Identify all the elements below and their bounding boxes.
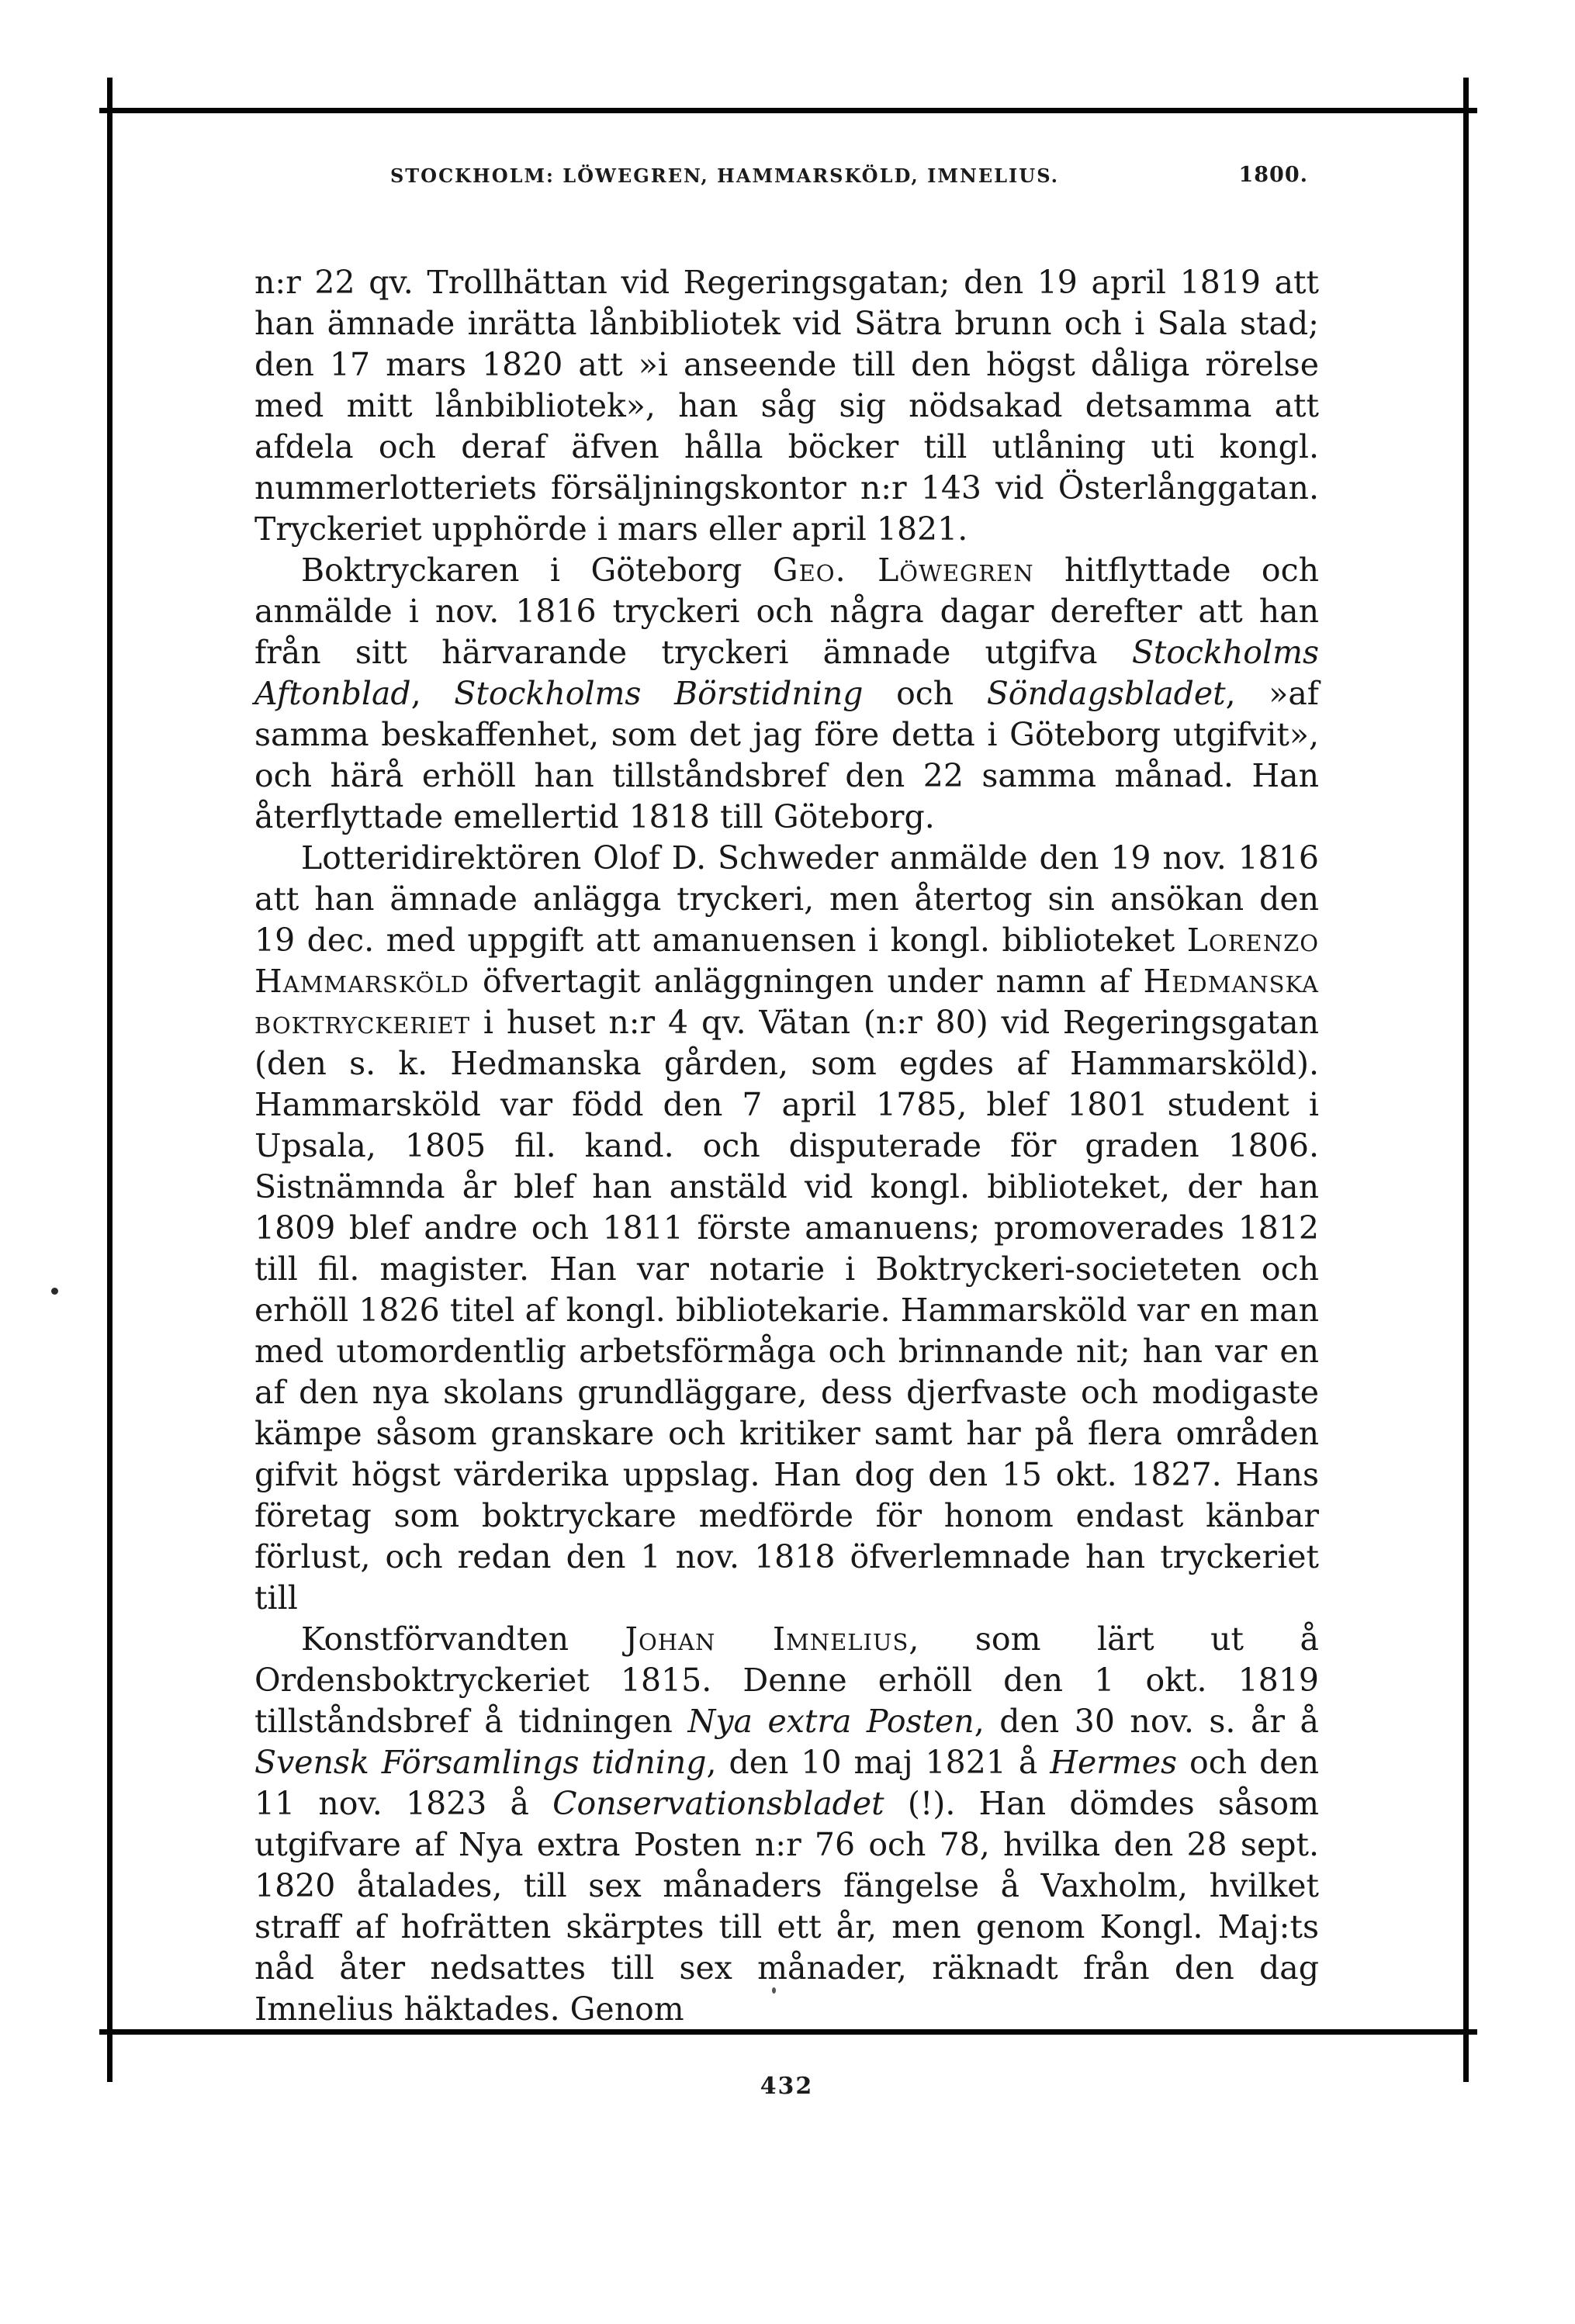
- paragraph: [254, 262, 1319, 550]
- text-run: hitflyttade och anmälde i nov. 1816 tryckeri och några dagar derefter att han från sitt härvarande tryckeri ämnade utgifva: [254, 552, 1319, 671]
- text-run: (!). Han dömdes såsom utgifvare af Nya extra Posten n:r 76 och 78, hvilka den 28 sept. 1820 åtalades, till sex månaders fängelse å Vaxholm, hvilket straff af hofrätten skärptes till ett år, men genom Kongl. Maj:ts nåd åter nedsattes till sex månader, räknadt från den dag Imnelius häktades. Genom: [254, 1785, 1319, 2028]
- body-text: [254, 262, 1319, 2030]
- text-run: Nya extra Posten: [687, 1703, 974, 1740]
- text-run: ,: [410, 675, 455, 712]
- margin-mark: [51, 1288, 58, 1295]
- text-run: n:r 22 qv. Trollhättan vid Regeringsgatan; den 19 april 1819 att han ämnade inrätta lånbibliotek vid Sätra brunn och i Sala stad; den 17 mars 1820 att »i anseende till den högst dåliga rörelse med mitt lånbibliotek», han såg sig nödsakad detsamma att afdela och deraf äfven hålla böcker till utlåning uti kongl. nummerlotteriets försäljningskontor n:r 143 vid Österlånggatan. Tryckeriet upphörde i mars eller april 1821.: [254, 264, 1319, 548]
- paragraph: [254, 550, 1319, 838]
- text-run: Stockholms Aftonblad: [254, 634, 1319, 712]
- running-head-year: 1800.: [1238, 163, 1308, 187]
- text-run: och den 11 nov. 1823 å: [254, 1744, 1319, 1822]
- text-run: Svensk Församlings tidning: [254, 1744, 707, 1781]
- text-run: Lotteridirektören Olof D. Schweder anmälde den 19 nov. 1816 att han ämnade anlägga tryckeri, men återtog sin ansökan den 19 dec. med uppgift att amanuensen i kongl. biblioteket: [254, 839, 1319, 959]
- running-head: [254, 164, 1319, 200]
- text-run: Geo. Löwegren: [772, 552, 1034, 589]
- text-run: , den 30 nov. s. år å: [974, 1703, 1320, 1740]
- text-run: , »af samma beskaffenhet, som det jag före detta i Göteborg utgifvit», och härå erhöll han tillståndsbref den 22 samma månad. Han återflyttade emellertid 1818 till Göteborg.: [254, 675, 1319, 835]
- paragraph: [254, 1619, 1319, 2030]
- frame-rule-left: [107, 78, 112, 2082]
- text-run: Hermes: [1050, 1744, 1178, 1781]
- text-run: och: [863, 675, 987, 712]
- text-run: , den 10 maj 1821 å: [706, 1744, 1051, 1781]
- text-run: Boktryckaren i Göteborg: [301, 552, 773, 589]
- text-run: Stockholms Börstidning: [454, 675, 864, 712]
- paragraph: [254, 838, 1319, 1619]
- text-run: Söndagsbladet: [986, 675, 1226, 712]
- frame-rule-right: [1463, 78, 1469, 2082]
- text-run: Johan Imnelius: [625, 1620, 909, 1658]
- text-run: , som lärt ut å Ordensboktryckeriet 1815. Denne erhöll den 1 okt. 1819 tillståndsbref å tidningen: [254, 1620, 1319, 1740]
- text-run: öfvertagit anläggningen under namn af: [469, 963, 1144, 1000]
- text-run: i huset n:r 4 qv. Vätan (n:r 80) vid Regeringsgatan (den s. k. Hedmanska gården, som egdes af Hammarsköld). Hammarsköld var född den 7 april 1785, blef 1801 student i Upsala, 1805 fil. kand. och disputerade för graden 1806. Sistnämnda år blef han anstäld vid kongl. biblioteket, der han 1809 blef andre och 1811 förste amanuens; promoverades 1812 till fil. magister. Han var notarie i Boktryckeri-societeten och erhöll 1826 titel af kongl. bibliotekarie. Hammarsköld var en man med utomordentlig arbetsförmåga och brinnande nit; han var en af den nya skolans grundläggare, dess djerfvaste och modigaste kämpe såsom granskare och kritiker samt har på flera områden gifvit högst värderika uppslag. Han dog den 15 okt. 1827. Hans företag som boktryckare medförde för honom endast känbar förlust, och redan den 1 nov. 1818 öfverlemnade han tryckeriet till: [254, 1004, 1319, 1617]
- frame-rule-top: [99, 108, 1477, 113]
- text-run: Conservationsbladet: [552, 1785, 884, 1822]
- running-head-title: STOCKHOLM: LÖWEGREN, HAMMARSKÖLD, IMNELIUS.: [389, 164, 1060, 187]
- stray-mark: [772, 1987, 776, 1994]
- page-number: 432: [760, 2073, 814, 2100]
- text-run: Lorenzo Hammarsköld: [254, 922, 1319, 1000]
- frame-rule-bottom: [99, 2029, 1477, 2035]
- text-run: Hedmanska boktryckeriet: [254, 963, 1319, 1041]
- text-run: Konstförvandten: [301, 1620, 625, 1658]
